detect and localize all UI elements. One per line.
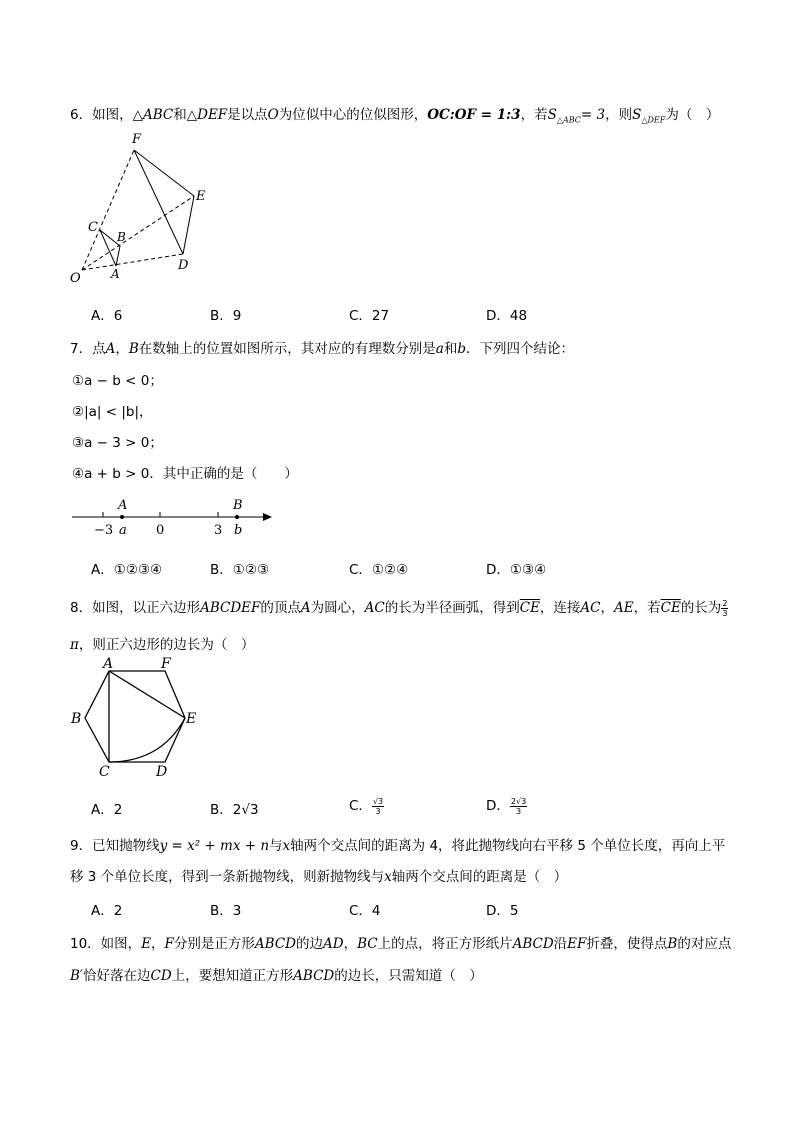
q7-conclusion-4: ④a + b > 0．其中正确的是（ ） bbox=[72, 466, 298, 482]
q6-stem: 6．如图，△ABC和△DEF是以点O为位似中心的位似图形，OC:OF = 1:3，若$S_{\triangle ABC}= 3$，则$S_{\triangle DEF}$为（ ） bbox=[70, 107, 720, 125]
option-b[interactable]: B．3 bbox=[210, 903, 242, 919]
q9-stem-line2: 移 3 个单位长度，得到一条新抛物线，则新抛物线与x轴两个交点间的距离是（ ） bbox=[70, 869, 568, 885]
tick-a: a bbox=[119, 523, 127, 538]
option-c[interactable]: C． $\frac{√3}{3}$ bbox=[349, 796, 384, 816]
option-a[interactable]: A．2 bbox=[91, 802, 123, 818]
fraction-2-3: $\frac{2}{3}$ bbox=[722, 598, 728, 618]
q8-figure bbox=[68, 656, 208, 782]
option-d[interactable]: D．5 bbox=[486, 903, 519, 919]
label-A: A bbox=[111, 267, 120, 281]
hex-label-F: F bbox=[161, 656, 171, 672]
option-a[interactable]: A．6 bbox=[91, 308, 123, 324]
label-B: B bbox=[117, 230, 126, 244]
q8-stem-line1: 8．如图，以正六边形ABCDEF的顶点A为圆心，AC的长为半径画弧，得到$\overline{CE}$，连接AC，AE，若$\overline{CE}$的长为 $\frac{2}{3}$ bbox=[70, 598, 728, 618]
q10-stem-line2: B′恰好落在边CD上，要想知道正方形ABCD的边长，只需知道（ ） bbox=[70, 968, 483, 984]
option-c[interactable]: C．27 bbox=[349, 308, 390, 324]
option-b[interactable]: B．9 bbox=[210, 308, 242, 324]
tick-minus3: −3 bbox=[94, 523, 114, 538]
hex-label-D: D bbox=[156, 764, 168, 780]
option-a[interactable]: A．①②③④ bbox=[91, 562, 163, 578]
label-E: E bbox=[196, 189, 206, 204]
label-O: O bbox=[70, 271, 81, 286]
q7-conclusion-2: ②|a| < |b|， bbox=[72, 404, 153, 420]
q6-figure bbox=[66, 128, 216, 288]
q8-stem-line2: π，则正六边形的边长为（ ） bbox=[70, 637, 255, 653]
tick-b: b bbox=[234, 523, 243, 538]
q7-conclusion-1: ①a − b < 0； bbox=[72, 373, 163, 389]
option-d[interactable]: D． $\frac{2√3}{3}$ bbox=[486, 796, 527, 816]
q10-stem-line1: 10．如图，E，F分别是正方形ABCD的边AD，BC上的点，将正方形纸片ABCD沿EF折叠，使得点B的对应点 bbox=[70, 936, 732, 952]
hex-label-A: A bbox=[103, 656, 114, 672]
hex-label-C: C bbox=[99, 764, 110, 780]
hex-label-B: B bbox=[71, 711, 82, 727]
arc-ce: $\overline{CE}$ bbox=[519, 600, 540, 616]
tick-3: 3 bbox=[214, 523, 223, 538]
option-b[interactable]: B．①②③ bbox=[210, 562, 270, 578]
option-c[interactable]: C．4 bbox=[349, 903, 381, 919]
axis-label-A: A bbox=[118, 498, 128, 513]
label-C: C bbox=[88, 220, 98, 235]
option-a[interactable]: A．2 bbox=[91, 903, 123, 919]
q9-stem-line1: 9．已知抛物线y = x² + mx + n与x轴两个交点间的距离为 4，将此抛物线向右平移 5 个单位长度，再向上平 bbox=[70, 838, 726, 854]
label-F: F bbox=[132, 132, 142, 147]
option-d[interactable]: D．48 bbox=[486, 308, 528, 324]
option-c[interactable]: C．①②④ bbox=[349, 562, 409, 578]
tick-0: 0 bbox=[156, 523, 165, 538]
label-D: D bbox=[178, 258, 189, 273]
hex-label-E: E bbox=[186, 711, 197, 727]
axis-label-B: B bbox=[233, 498, 243, 513]
q7-conclusion-3: ③a − 3 > 0； bbox=[72, 435, 163, 451]
option-b[interactable]: B．2√3 bbox=[210, 802, 259, 818]
q7-number-line bbox=[68, 494, 278, 540]
option-d[interactable]: D．①③④ bbox=[486, 562, 547, 578]
q7-stem: 7．点A，B在数轴上的位置如图所示，其对应的有理数分别是a和b．下列四个结论： bbox=[70, 341, 574, 357]
